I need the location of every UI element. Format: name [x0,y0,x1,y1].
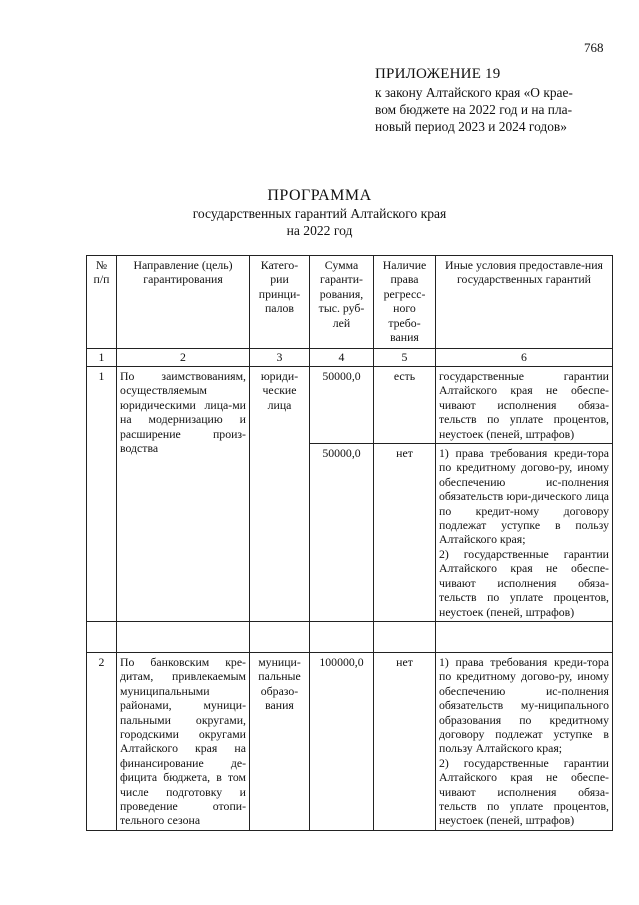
appendix-line: к закону Алтайского края «О крае- [375,85,573,100]
row-amount: 100000,0 [310,652,374,830]
program-heading [0,186,639,239]
column-number: 2 [117,349,250,367]
empty-cell [250,621,310,652]
header-row [87,256,613,349]
program-year: на 2022 год [286,223,353,238]
empty-cell [117,621,250,652]
column-number-row [87,349,613,367]
row-direction: По банковским кре-дитам, привлекаемым муниципальными районами, муници-пальными округами, городскими округами Алтайского края на финансирование де-фицита бюджета, в том числе подготовку и проведение отопи-тельного сезона [117,652,250,830]
empty-cell [374,621,436,652]
header-cell-direction: Направление (цель) гарантирования [117,256,250,349]
column-number: 6 [436,349,613,367]
row-category: муници-пальные образо-вания [250,652,310,830]
row-amount: 50000,0 [310,367,374,444]
program-title: ПРОГРАММА [267,187,372,204]
header-cell-num: № п/п [87,256,117,349]
row-regress: нет [374,652,436,830]
row-category: юриди-ческие лица [250,367,310,622]
row-amount: 50000,0 [310,444,374,622]
spacer-row [87,621,613,652]
appendix-header [375,65,620,135]
guarantees-table [86,255,613,831]
row-conditions: 1) права требования креди-тора по кредитному догово-ру, иному обеспечению ис-полнения обязательств юри-дического лица по кредит-ному договору подлежат уступке в пользу Алтайского края; 2) государственные гарантии Алтайского края не обеспе-чивают исполнения обяза-тельств по уплате процентов, неустоек (пеней, штрафов) [436,444,613,622]
header-cell-regress: Наличие права регресс-ного требо-вания [374,256,436,349]
page-number: 768 [584,40,604,55]
row-number: 2 [87,652,117,830]
table-row [87,652,613,830]
column-number: 5 [374,349,436,367]
table-row [87,367,613,444]
row-regress: есть [374,367,436,444]
empty-cell [87,621,117,652]
header-cell-category: Катего-рии принци-палов [250,256,310,349]
row-conditions: 1) права требования креди-тора по кредитному догово-ру, иному обеспечению ис-полнения обязательств му-ниципального образования по кредитному договору подлежат уступке в пользу Алтайского края; 2) государственные гарантии Алтайского края не обеспе-чивают исполнения обяза-тельств по уплате процентов, неустоек (пеней, штрафов) [436,652,613,830]
column-number: 3 [250,349,310,367]
header-cell-amount: Сумма гаранти-рования, тыс. руб-лей [310,256,374,349]
empty-cell [436,621,613,652]
empty-cell [310,621,374,652]
appendix-title: ПРИЛОЖЕНИЕ 19 [375,66,501,82]
appendix-line: вом бюджете на 2022 год и на пла- [375,102,573,117]
row-direction: По заимствованиям, осуществляемым юридическими лица-ми на модернизацию и расширение произ-водства [117,367,250,622]
program-subtitle: государственных гарантий Алтайского края [192,206,447,221]
appendix-line: новый период 2023 и 2024 годов» [375,119,567,134]
header-cell-conditions: Иные условия предоставле-ния государственных гарантий [436,256,613,349]
row-number: 1 [87,367,117,622]
column-number: 1 [87,349,117,367]
column-number: 4 [310,349,374,367]
row-conditions: государственные гарантии Алтайского края не обеспе-чивают исполнения обяза-тельств по уплате процентов, неустоек (пеней, штрафов) [436,367,613,444]
row-regress: нет [374,444,436,622]
